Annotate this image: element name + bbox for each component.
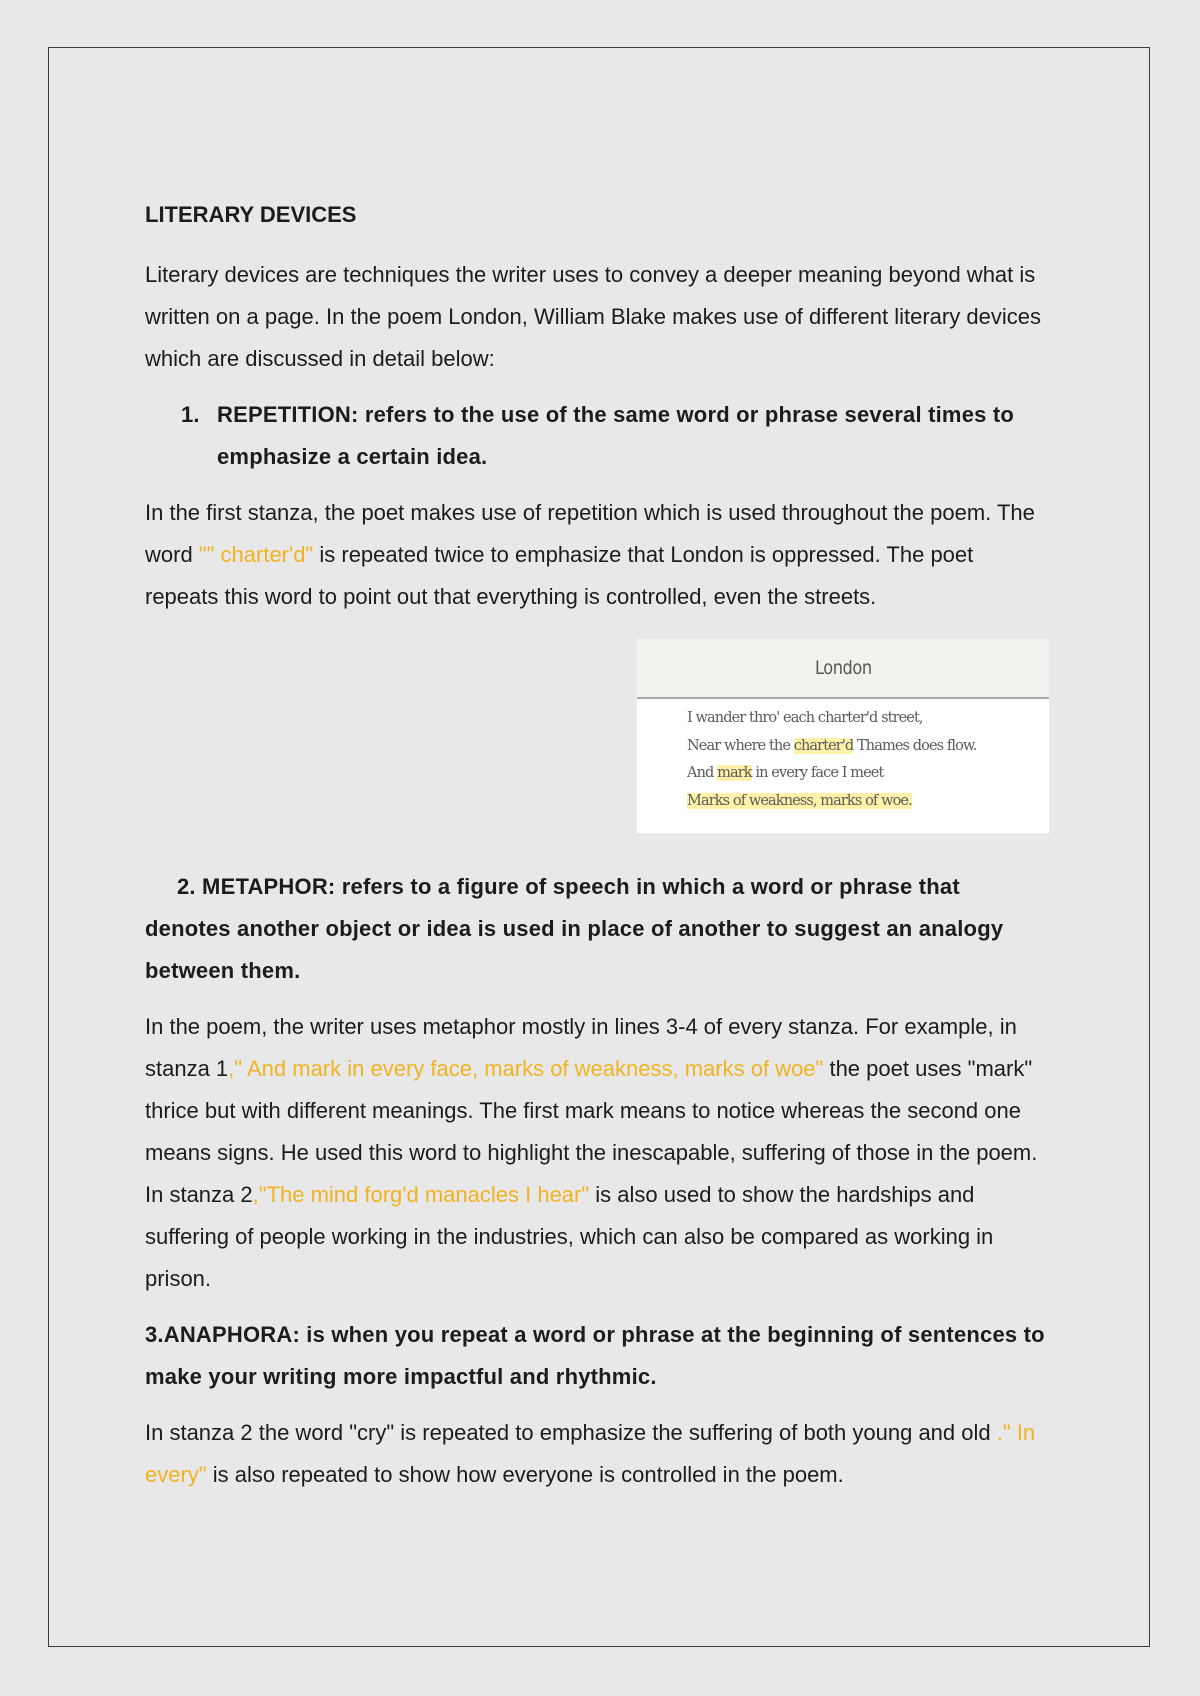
poem-line-2 [687, 733, 1049, 761]
poem-line-3-mark: mark [717, 765, 752, 781]
document-title: LITERARY DEVICES [145, 202, 357, 227]
metaphor-text-c: is also used to show the hardships and suffering of people working in the industries, which can also be compared as working in prison. [145, 1182, 994, 1291]
poem-line-4 [687, 788, 1049, 816]
repetition-text-a: In the first stanza, the poet makes use of repetition which is used throughout the poem. The word [145, 500, 1035, 567]
metaphor-quote-1: ," And mark in every face, marks of weakness, marks of woe" [228, 1056, 824, 1081]
repetition-heading-text: REPETITION: refers to the use of the same word or phrase several times to emphasize a certain idea. [217, 402, 1015, 469]
metaphor-text-b: the poet uses "mark" thrice but with different meanings. The first mark means to notice whereas the second one means signs. He used this word to highlight the inescapable, suffering of those in the poem. In stanza 2 [145, 1056, 1038, 1207]
repetition-heading [145, 394, 1050, 478]
anaphora-quote: ." In every" [145, 1420, 1036, 1487]
poem-line-2-b: Thames does flow. [853, 737, 977, 754]
poem-line-2-mark: charter'd [793, 737, 854, 754]
anaphora-text-b: is also repeated to show how everyone is controlled in the poem. [206, 1462, 844, 1487]
poem-line-3 [687, 760, 1049, 788]
metaphor-text-a: In the poem, the writer uses metaphor mostly in lines 3-4 of every stanza. For example, in stanza 1 [145, 1014, 1017, 1081]
anaphora-text-a: In stanza 2 the word "cry" is repeated to emphasize the suffering of both young and old [145, 1420, 997, 1445]
document-body [145, 196, 1050, 1510]
metaphor-quote-2: ,"The mind forg'd manacles I hear" [252, 1182, 590, 1207]
anaphora-paragraph [145, 1412, 1050, 1496]
repetition-paragraph [145, 492, 1050, 618]
poem-line-3-a: And [687, 765, 718, 781]
repetition-text-b: is repeated twice to emphasize that London is oppressed. The poet repeats this word to point out that everything is controlled, even the streets. [145, 542, 974, 609]
metaphor-paragraph [145, 1006, 1050, 1300]
repetition-quote: "" charter'd" [198, 542, 314, 567]
poem-line-1: I wander thro' each charter'd street, [687, 710, 923, 726]
anaphora-heading: 3.ANAPHORA: is when you repeat a word or phrase at the beginning of sentences to make your writing more impactful and rhythmic. [145, 1322, 1045, 1389]
poem-line-2-a: Near where the [687, 737, 794, 754]
intro-paragraph: Literary devices are techniques the writer uses to convey a deeper meaning beyond what is written on a page. In the poem London, William Blake makes use of different literary devices which are discussed in detail below: [145, 262, 1041, 371]
poem-line-4-mark: Marks of weakness, marks of woe. [687, 792, 912, 809]
poem-line-3-b: in every face I meet [751, 765, 884, 781]
poem-header [637, 639, 1049, 699]
poem-lines [637, 699, 1049, 815]
repetition-number: 1. [181, 402, 200, 427]
poem-title: London [814, 657, 872, 679]
poem-excerpt-image [636, 638, 1050, 834]
metaphor-heading: 2. METAPHOR: refers to a figure of speech in which a word or phrase that denotes another object or idea is used in place of another to suggest an analogy between them. [145, 874, 1004, 983]
